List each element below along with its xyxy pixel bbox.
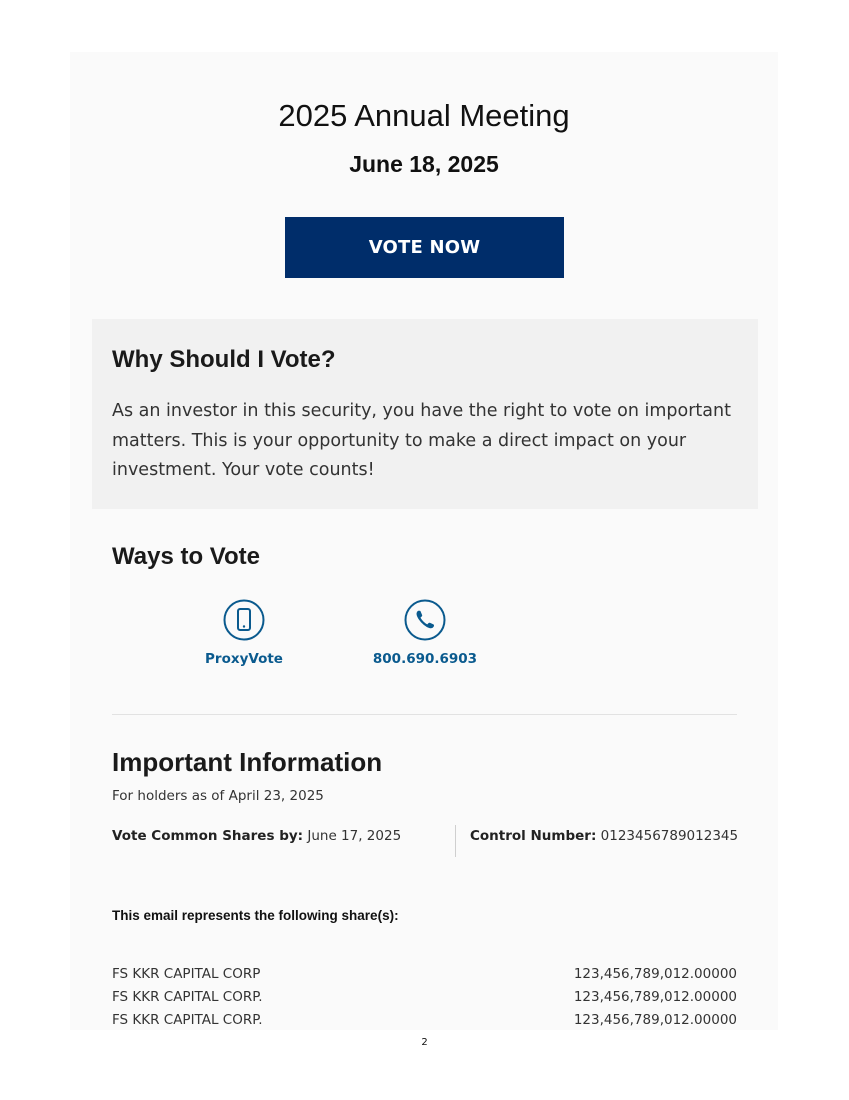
- share-amount: 123,456,789,012.00000: [573, 1012, 737, 1028]
- vote-by-deadline: [112, 828, 401, 844]
- shares-heading: This email represents the following share(s):: [112, 908, 399, 923]
- mobile-phone-icon: [223, 599, 265, 641]
- share-row: [112, 963, 737, 986]
- ways-to-vote-title: Ways to Vote: [112, 543, 261, 570]
- telephone-icon: [404, 599, 446, 641]
- important-information-title: Important Information: [112, 747, 383, 777]
- why-vote-body: As an investor in this security, you have the right to vote on important matters. This is your opportunity to make a direct impact on your investment. Your vote counts!: [112, 401, 731, 480]
- control-number-value: 0123456789012345: [600, 828, 739, 844]
- control-number-label: Control Number:: [470, 828, 597, 844]
- share-name: FS KKR CAPITAL CORP: [112, 966, 261, 982]
- vote-now-label: VOTE NOW: [368, 237, 481, 258]
- shares-list: [112, 963, 737, 1032]
- share-amount: 123,456,789,012.00000: [573, 966, 737, 982]
- page-number: 2: [421, 1037, 428, 1048]
- vote-by-value: June 17, 2025: [307, 828, 402, 844]
- share-name: FS KKR CAPITAL CORP.: [112, 989, 263, 1005]
- holders-note: For holders as of April 23, 2025: [112, 788, 324, 804]
- share-name: FS KKR CAPITAL CORP.: [112, 1012, 263, 1028]
- proxyvote-label: ProxyVote: [205, 651, 283, 667]
- why-vote-title: Why Should I Vote?: [112, 346, 336, 373]
- meeting-date: June 18, 2025: [349, 151, 499, 177]
- proxyvote-link[interactable]: [174, 599, 314, 667]
- email-card: [70, 52, 778, 1030]
- phone-number-label: 800.690.6903: [372, 651, 478, 667]
- meeting-title: 2025 Annual Meeting: [278, 98, 570, 133]
- vote-now-button[interactable]: [285, 217, 564, 278]
- share-row: [112, 986, 737, 1009]
- control-number: [470, 828, 738, 844]
- share-amount: 123,456,789,012.00000: [573, 989, 737, 1005]
- phone-vote-link[interactable]: [355, 599, 495, 667]
- section-divider: [112, 714, 737, 715]
- info-separator: [455, 825, 456, 857]
- why-vote-section: [92, 319, 758, 509]
- vote-by-label: Vote Common Shares by:: [112, 828, 304, 844]
- share-row: [112, 1009, 737, 1032]
